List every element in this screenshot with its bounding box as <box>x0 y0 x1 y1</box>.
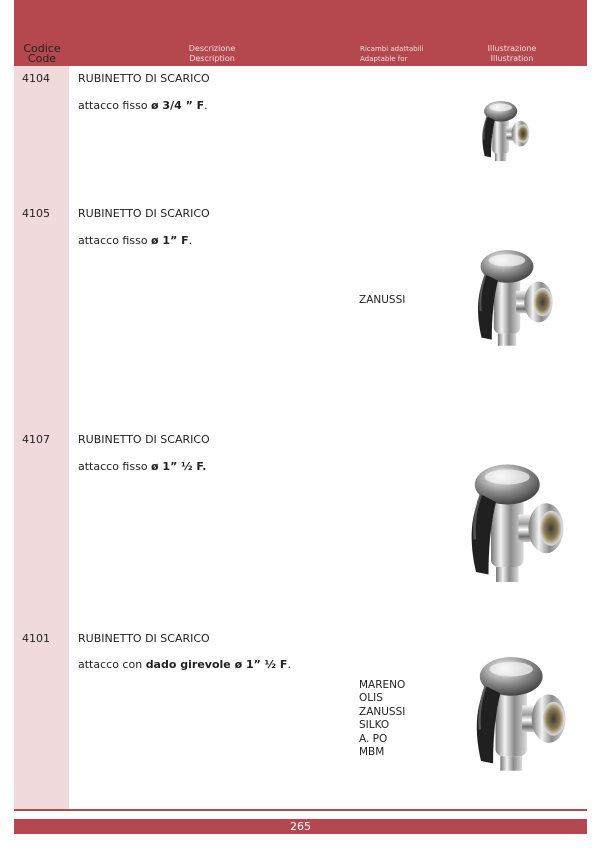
item-code: 4104 <box>22 72 50 85</box>
header-desc-en: Description <box>189 54 235 63</box>
attach-spec: ø 1” ½ F. <box>151 460 207 473</box>
header-description <box>154 44 270 64</box>
page-footer <box>14 819 587 834</box>
drain-tap-illustration <box>468 92 532 174</box>
item-code: 4101 <box>22 632 50 645</box>
header-adaptable <box>360 44 440 64</box>
header-code <box>14 44 70 64</box>
item-attachment <box>78 99 208 112</box>
attach-suffix: . <box>204 99 208 112</box>
adaptable-brand: SILKO <box>359 719 390 732</box>
header-code-en: Code <box>27 52 57 65</box>
drain-tap-illustration <box>432 452 580 602</box>
attach-suffix: . <box>287 658 291 671</box>
item-title: RUBINETTO DI SCARICO <box>78 632 210 645</box>
adaptable-brand: MARENO <box>359 679 406 691</box>
item-attachment <box>78 234 192 247</box>
page-number: 265 <box>290 820 311 833</box>
adaptable-brand: OLIS <box>359 692 383 705</box>
item-attachment <box>78 658 291 671</box>
item-attachment <box>78 460 206 473</box>
header-illustration <box>474 44 550 64</box>
header-adapt-en: Adaptable for <box>360 55 408 63</box>
drain-tap-illustration <box>440 645 580 790</box>
table-header <box>14 0 587 66</box>
attach-prefix: attacco fisso <box>78 460 152 473</box>
attach-prefix: attacco con <box>78 658 146 671</box>
header-desc-it: Descrizione <box>188 44 236 53</box>
item-title: RUBINETTO DI SCARICO <box>78 433 210 446</box>
item-title: RUBINETTO DI SCARICO <box>78 207 210 220</box>
attach-spec: dado girevole ø 1” ½ F <box>145 658 288 671</box>
item-code: 4107 <box>22 433 50 446</box>
header-adapt-it: Ricambi adattabili <box>360 45 424 53</box>
drain-tap-illustration <box>455 240 557 362</box>
item-title: RUBINETTO DI SCARICO <box>78 72 210 85</box>
adaptable-list <box>359 294 405 307</box>
attach-spec: ø 1” F <box>151 234 189 247</box>
adaptable-list <box>359 679 405 759</box>
attach-prefix: attacco fisso <box>78 234 152 247</box>
attach-spec: ø 3/4 ” F <box>151 99 205 112</box>
attach-prefix: attacco fisso <box>78 99 152 112</box>
attach-suffix: . <box>188 234 193 247</box>
adaptable-brand: ZANUSSI <box>359 705 406 718</box>
adaptable-brand: MBM <box>359 746 385 759</box>
header-code-it: Codice <box>23 42 61 55</box>
footer-rule <box>14 809 587 811</box>
header-illus-it: Illustrazione <box>487 44 537 53</box>
adaptable-brand: ZANUSSI <box>359 294 406 306</box>
item-code: 4105 <box>22 207 50 220</box>
adaptable-brand: A. PO <box>359 732 388 745</box>
header-illus-en: Illustration <box>490 54 534 63</box>
